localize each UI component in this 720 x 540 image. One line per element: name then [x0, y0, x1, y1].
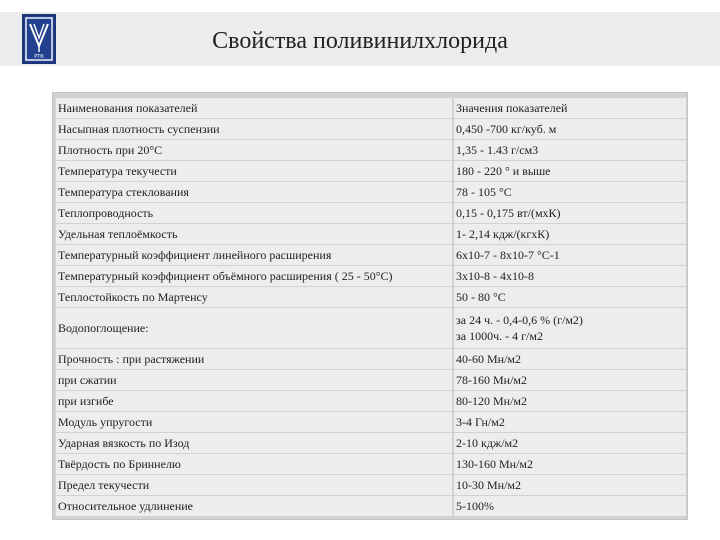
property-value-line: за 1000ч. - 4 г/м2	[456, 329, 543, 343]
property-name: Температурный коэффициент объёмного расширения ( 25 - 50°С)	[56, 266, 452, 287]
property-value: 0,450 -700 кг/куб. м	[454, 119, 686, 140]
table-row	[56, 496, 686, 517]
table-row	[56, 182, 686, 203]
table-row	[56, 475, 686, 496]
property-name: Удельная теплоёмкость	[56, 224, 452, 245]
property-value: 6х10-7 - 8х10-7 °С-1	[454, 245, 686, 266]
property-value: 180 - 220 ° и выше	[454, 161, 686, 182]
property-value-line: за 24 ч. - 0,4-0,6 % (г/м2)	[456, 313, 583, 327]
property-value: 78 - 105 °С	[454, 182, 686, 203]
property-name: Относительное удлинение	[56, 496, 452, 517]
table-row	[56, 391, 686, 412]
table-row	[56, 245, 686, 266]
properties-table	[56, 98, 686, 517]
table-header-row	[56, 98, 686, 119]
property-value: 10-30 Мн/м2	[454, 475, 686, 496]
property-value: 1,35 - 1.43 г/см3	[454, 140, 686, 161]
table-row	[56, 370, 686, 391]
property-value: 5-100%	[454, 496, 686, 517]
property-value	[454, 308, 686, 349]
property-name: Ударная вязкость по Изод	[56, 433, 452, 454]
table-row	[56, 349, 686, 370]
property-name: Температура текучести	[56, 161, 452, 182]
logo-text: РТК	[34, 54, 44, 60]
table-row	[56, 433, 686, 454]
property-value: 3х10-8 - 4х10-8	[454, 266, 686, 287]
column-header-value: Значения показателей	[454, 98, 686, 119]
table-row	[56, 203, 686, 224]
property-name: при сжатии	[56, 370, 452, 391]
table-row	[56, 161, 686, 182]
table-row	[56, 412, 686, 433]
property-name: Твёрдость по Бриннелю	[56, 454, 452, 475]
property-name: Предел текучести	[56, 475, 452, 496]
table-row	[56, 224, 686, 245]
page-title: Свойства поливинилхлорида	[212, 28, 508, 54]
property-name: Теплостойкость по Мартенсу	[56, 287, 452, 308]
property-value: 80-120 Мн/м2	[454, 391, 686, 412]
property-name: Прочность : при растяжении	[56, 349, 452, 370]
property-name: Модуль упругости	[56, 412, 452, 433]
table-row	[56, 266, 686, 287]
property-value: 130-160 Мн/м2	[454, 454, 686, 475]
table-row	[56, 119, 686, 140]
property-value: 3-4 Гн/м2	[454, 412, 686, 433]
property-name: Водопоглощение:	[56, 308, 452, 349]
column-header-name: Наименования показателей	[56, 98, 452, 119]
property-name: Теплопроводность	[56, 203, 452, 224]
table-row	[56, 454, 686, 475]
table-row	[56, 287, 686, 308]
property-value: 40-60 Мн/м2	[454, 349, 686, 370]
property-name: при изгибе	[56, 391, 452, 412]
property-name: Плотность при 20°С	[56, 140, 452, 161]
table-row	[56, 140, 686, 161]
property-name: Температура стеклования	[56, 182, 452, 203]
property-value: 0,15 - 0,175 вт/(мхК)	[454, 203, 686, 224]
property-value: 50 - 80 °С	[454, 287, 686, 308]
table-row	[56, 308, 686, 349]
property-value: 1- 2,14 кдж/(кгхК)	[454, 224, 686, 245]
property-name: Насыпная плотность суспензии	[56, 119, 452, 140]
property-value: 78-160 Мн/м2	[454, 370, 686, 391]
property-name: Температурный коэффициент линейного расширения	[56, 245, 452, 266]
property-value: 2-10 кдж/м2	[454, 433, 686, 454]
